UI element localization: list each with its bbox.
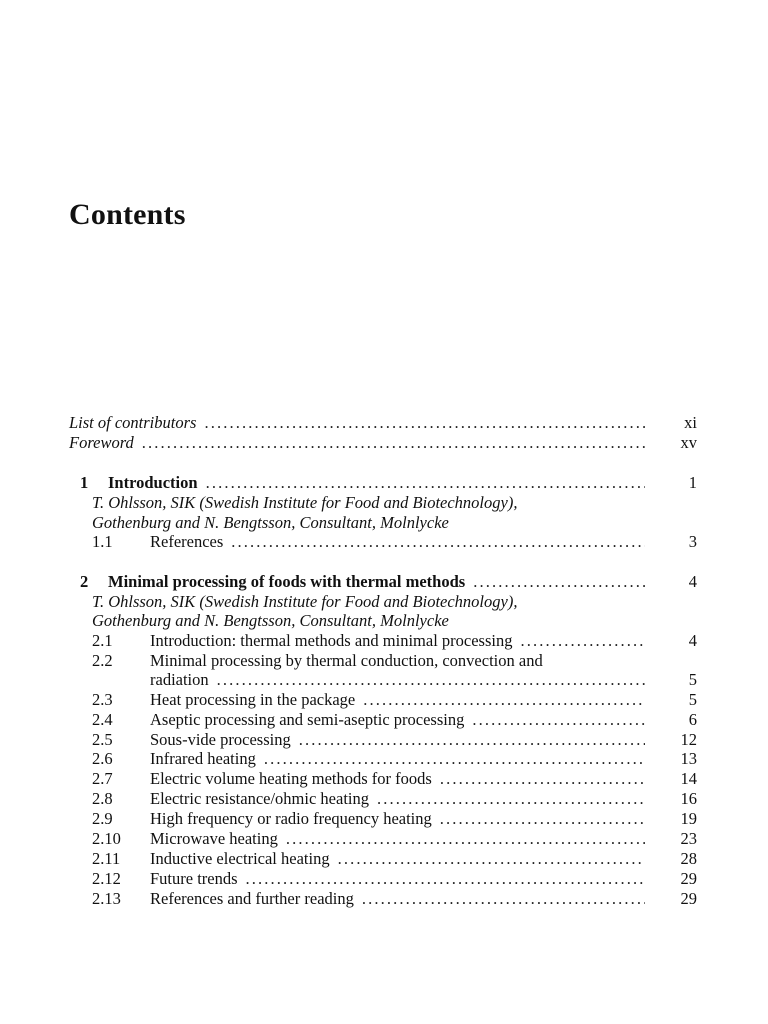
- dot-leader: [231, 532, 645, 552]
- dot-leader: [472, 710, 645, 730]
- section-number: 2.12: [92, 869, 121, 888]
- dot-leader: [264, 749, 645, 769]
- chapter-page: 4: [688, 572, 697, 591]
- section-number: 2.9: [92, 809, 113, 828]
- section-number: 1.1: [92, 532, 113, 551]
- section-title: Sous-vide processing: [150, 730, 291, 749]
- toc-entry-list-of-contributors[interactable]: [0, 413, 768, 433]
- page-title: Contents: [69, 198, 186, 231]
- section-page: 4: [688, 631, 697, 650]
- section-title: Introduction: thermal methods and minimal processing: [150, 631, 513, 650]
- dot-leader: [362, 889, 645, 909]
- section-title: Heat processing in the package: [150, 690, 356, 709]
- section-number: 2.3: [92, 690, 113, 709]
- section-number: 2.5: [92, 730, 113, 749]
- toc-entry-title: List of contributors: [69, 413, 197, 432]
- section-title: Aseptic processing and semi-aseptic processing: [150, 710, 465, 729]
- chapter-number: 2: [80, 572, 89, 591]
- toc-entry-foreword[interactable]: [0, 433, 768, 453]
- toc-entry-title: Foreword: [69, 433, 134, 452]
- toc-section-2-4[interactable]: [0, 710, 768, 730]
- toc-section-2-7[interactable]: [0, 769, 768, 789]
- section-title: Inductive electrical heating: [150, 849, 330, 868]
- section-page: 5: [688, 690, 697, 709]
- chapter-page: 1: [688, 473, 697, 492]
- section-number: 2.10: [92, 829, 121, 848]
- toc-section-2-12[interactable]: [0, 869, 768, 889]
- section-page: 3: [688, 532, 697, 551]
- toc-section-2-3[interactable]: [0, 690, 768, 710]
- dot-leader: [338, 849, 645, 869]
- toc-section-2-11[interactable]: [0, 849, 768, 869]
- section-page: 16: [680, 789, 697, 808]
- section-page: 6: [688, 710, 697, 729]
- toc-section-1-1[interactable]: [0, 532, 768, 552]
- toc-chapter-2[interactable]: [0, 572, 768, 592]
- toc-section-2-10[interactable]: [0, 829, 768, 849]
- dot-leader: [286, 829, 645, 849]
- toc-section-2-6[interactable]: [0, 749, 768, 769]
- section-number: 2.4: [92, 710, 113, 729]
- toc-section-2-13[interactable]: [0, 889, 768, 909]
- section-title: Electric volume heating methods for foods: [150, 769, 432, 788]
- dot-leader: [246, 869, 645, 889]
- section-page: 23: [680, 829, 697, 848]
- section-number: 2.7: [92, 769, 113, 788]
- section-page: 14: [680, 769, 697, 788]
- dot-leader: [299, 730, 645, 750]
- dot-leader: [440, 769, 645, 789]
- section-number: 2.13: [92, 889, 121, 908]
- section-page: 13: [680, 749, 697, 768]
- toc-section-2-8[interactable]: [0, 789, 768, 809]
- toc-section-2-2-continued[interactable]: [0, 670, 768, 690]
- section-number: 2.11: [92, 849, 121, 868]
- toc-entry-page: xi: [684, 413, 697, 432]
- section-page: 28: [680, 849, 697, 868]
- chapter-authors-line-2: Gothenburg and N. Bengtsson, Consultant, Molnlycke: [92, 513, 449, 532]
- dot-leader: [142, 433, 645, 453]
- dot-leader: [206, 473, 645, 493]
- section-number: 2.8: [92, 789, 113, 808]
- chapter-title: Introduction: [108, 473, 198, 492]
- section-page: 29: [680, 889, 697, 908]
- dot-leader: [520, 631, 645, 651]
- chapter-title: Minimal processing of foods with thermal methods: [108, 572, 466, 591]
- section-title: References: [150, 532, 224, 551]
- toc-section-2-9[interactable]: [0, 809, 768, 829]
- toc-section-2-2[interactable]: [0, 651, 768, 671]
- chapter-authors-line-1: T. Ohlsson, SIK (Swedish Institute for Food and Biotechnology),: [92, 592, 518, 611]
- toc-entry-page: xv: [680, 433, 697, 452]
- section-title-continued: radiation: [150, 670, 209, 689]
- section-title: Infrared heating: [150, 749, 256, 768]
- section-title: High frequency or radio frequency heating: [150, 809, 432, 828]
- chapter-authors-line-1: T. Ohlsson, SIK (Swedish Institute for Food and Biotechnology),: [92, 493, 518, 512]
- section-page: 19: [680, 809, 697, 828]
- section-title: Microwave heating: [150, 829, 278, 848]
- section-title: Future trends: [150, 869, 238, 888]
- dot-leader: [204, 413, 645, 433]
- chapter-authors-line-2: Gothenburg and N. Bengtsson, Consultant, Molnlycke: [92, 611, 449, 630]
- section-page: 12: [680, 730, 697, 749]
- toc-section-2-1[interactable]: [0, 631, 768, 651]
- dot-leader: [217, 670, 645, 690]
- chapter-number: 1: [80, 473, 89, 492]
- dot-leader: [473, 572, 645, 592]
- section-number: 2.2: [92, 651, 113, 670]
- dot-leader: [377, 789, 645, 809]
- section-title: References and further reading: [150, 889, 354, 908]
- toc-chapter-1[interactable]: [0, 473, 768, 493]
- section-number: 2.6: [92, 749, 113, 768]
- section-title: Electric resistance/ohmic heating: [150, 789, 369, 808]
- section-title: Minimal processing by thermal conduction, convection and: [150, 651, 543, 670]
- dot-leader: [363, 690, 645, 710]
- dot-leader: [440, 809, 645, 829]
- toc-section-2-5[interactable]: [0, 730, 768, 750]
- section-page: 5: [688, 670, 697, 689]
- section-page: 29: [680, 869, 697, 888]
- section-number: 2.1: [92, 631, 113, 650]
